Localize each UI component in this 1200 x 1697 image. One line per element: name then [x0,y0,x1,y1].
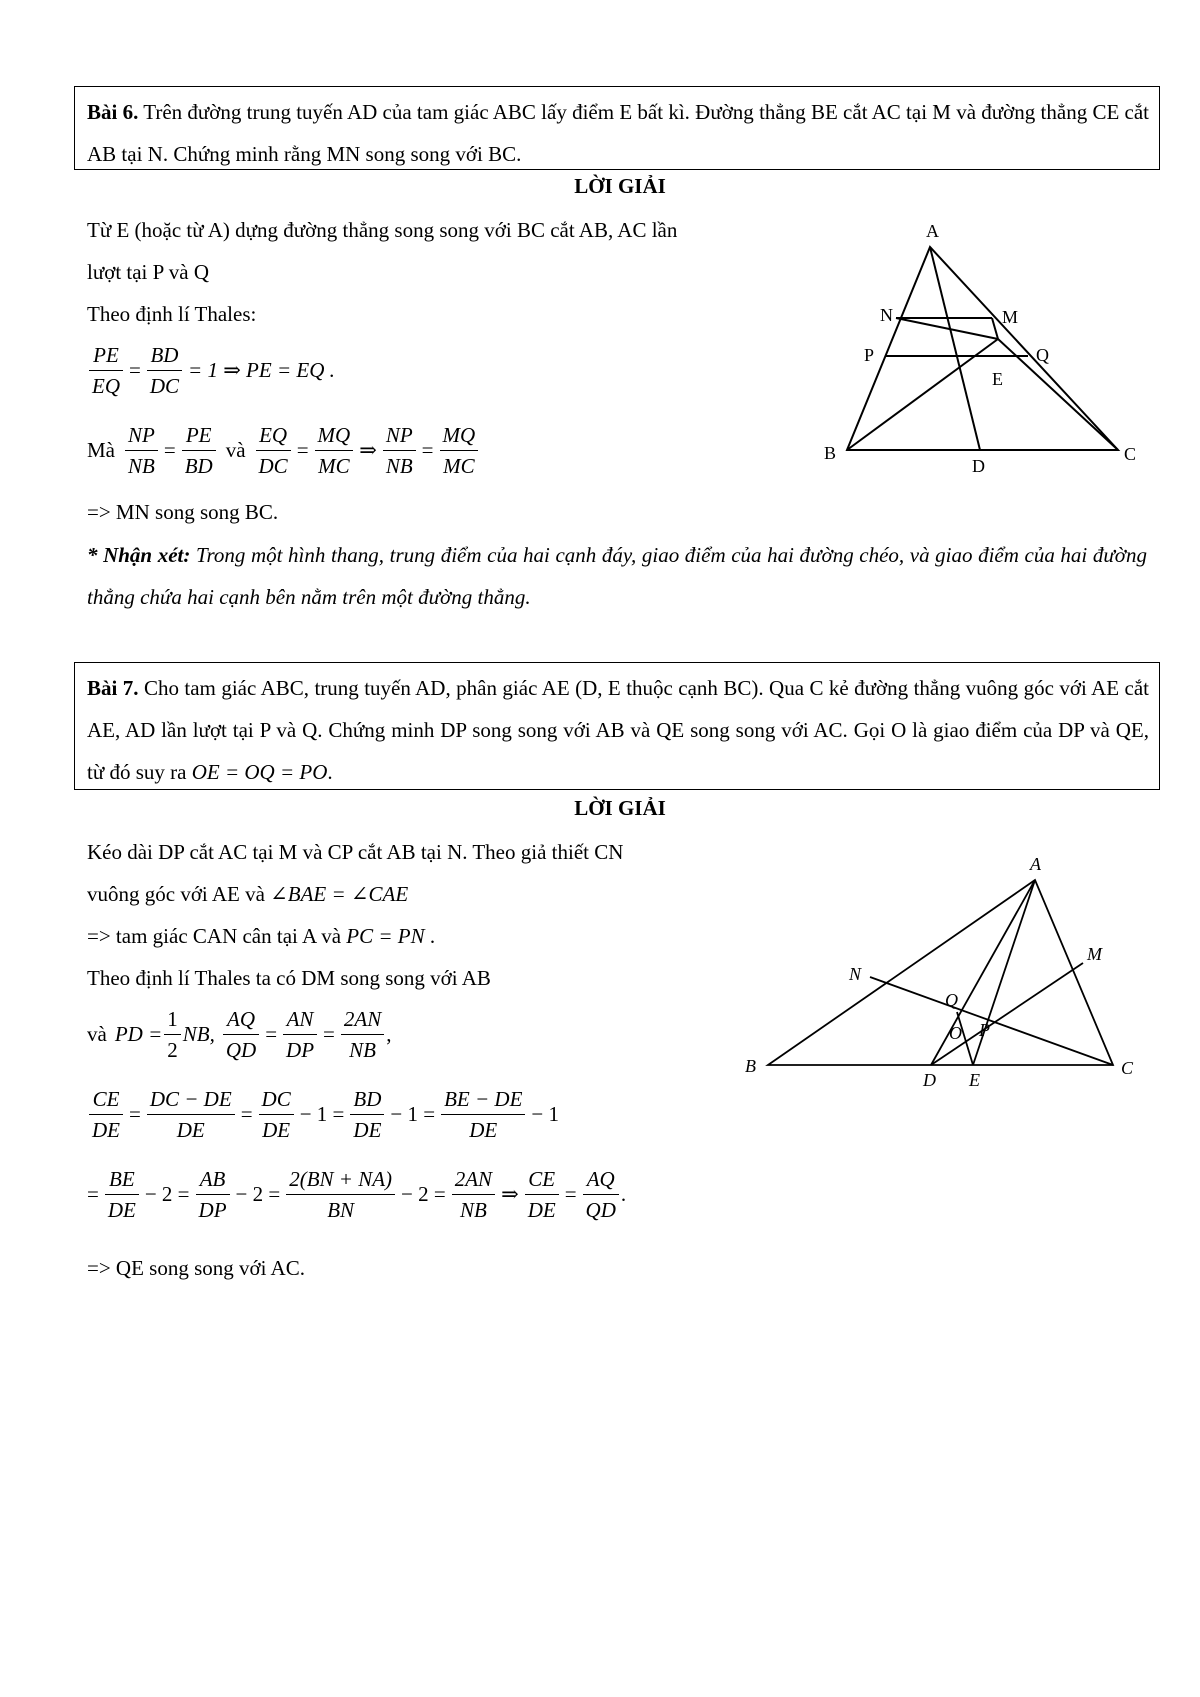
ex7-equation-1: và PD = $\frac{1}{2}$ NB, $\frac{AQ}{QD}$ = $\frac{AN}{DP}$ = $\frac{2AN}{NB}$ , [87,1004,391,1065]
ex7-conclusion: => QE song song với AC. [87,1256,305,1280]
fraction: $\frac{PE}{EQ}$ [89,340,123,401]
label-m: M [1087,944,1102,964]
ex6-remark-label: * Nhận xét: [87,543,191,567]
ex7-line-3-math: PC = PN [346,924,425,948]
ex7-eq2-op-2: − 1 = [390,1102,436,1126]
label-n: N [849,964,862,984]
ex6-remark-text: Trong một hình thang, trung điểm của hai cạnh đáy, giao điểm của hai đường chéo, và giao điểm của hai đường thẳng chứa hai cạnh bên nằm trên một đường thẳng. [87,543,1147,609]
ex7-eq1-end: , [386,1022,392,1046]
fraction: $\frac{MQ}{MC}$ [315,420,354,481]
label-d: D [972,456,985,475]
ex7-triangle-figure [745,840,1145,1100]
fraction: $\frac{BE - DE}{DE}$ [441,1084,525,1145]
ex6-equation-2: Mà $\frac{NP}{NB}$ = $\frac{PE}{BD}$ và $\frac{EQ}{DC}$ = $\frac{MQ}{MC}$ ⇒ $\frac{NP}{NB}$ = $\frac{MQ}{MC}$ [87,420,480,481]
fraction: $\frac{BD}{DE}$ [350,1084,384,1145]
fraction: $\frac{AQ}{QD}$ [223,1004,259,1065]
ex7-line-3-text: => tam giác CAN cân tại A và [87,924,347,948]
fraction: $\frac{BE}{DE}$ [105,1164,139,1225]
ex6-remark [87,534,1147,618]
fraction: $\frac{AQ}{QD}$ [583,1164,619,1225]
label-b: B [745,1056,756,1076]
exercise-6-box [74,86,1160,170]
label-b: B [824,443,837,463]
fraction: $\frac{NP}{NB}$ [383,420,416,481]
ex7-line-1: Kéo dài DP cắt AC tại M và CP cắt AB tại N. Theo giả thiết CN [87,840,624,864]
exercise-6-statement: Trên đường trung tuyến AD của tam giác ABC lấy điểm E bất kì. Đường thẳng BE cắt AC tại M và đường thẳng CE cắt AB tại N. Chứng minh rằng MN song song với BC. [87,100,1150,166]
ex6-triangle-figure [820,215,1150,475]
ex6-conclusion: => MN song song BC. [87,500,279,524]
exercise-6-title: Bài 6. [87,100,139,124]
label-a: A [1030,854,1041,874]
fraction: $\frac{BD}{DC}$ [147,340,182,401]
ex7-line-3 [87,924,435,949]
fraction: $\frac{AB}{DP}$ [196,1164,230,1225]
exercise-6-solution-heading: LỜI GIẢI [574,174,666,198]
ex7-line-2 [87,882,408,907]
ex6-line-2: lượt tại P và Q [87,260,210,284]
exercise-7-statement: Cho tam giác ABC, trung tuyến AD, phân giác AE (D, E thuộc cạnh BC). Qua C kẻ đường thẳng vuông góc với AE cắt AE, AD lần lượt tại P và Q. Chứng minh DP song song với AB và QE song song với AC. Gọi O là giao điểm của DP và QE, từ đó suy ra [87,676,1149,784]
ex6-eq2-prefix: Mà [87,438,115,462]
ex7-eq1-nb: NB, [182,1022,215,1046]
label-a: A [926,221,939,241]
label-q: Q [945,990,958,1010]
ex7-eq3-end: . [620,1182,627,1206]
ex7-eq2-op-3: − 1 [531,1102,560,1126]
label-e: E [992,369,1003,389]
fraction: $\frac{CE}{DE}$ [525,1164,559,1225]
fraction: $\frac{2AN}{NB}$ [452,1164,495,1225]
fraction: $\frac{CE}{DE}$ [89,1084,123,1145]
label-d: D [923,1070,936,1090]
ex7-eq2-op-1: − 1 = [299,1102,345,1126]
ex7-line-3-end: . [424,924,436,948]
label-c: C [1121,1058,1134,1078]
ex6-line-3: Theo định lí Thales: [87,302,257,326]
ex6-eq2-and: và [225,438,246,462]
fraction: $\frac{PE}{BD}$ [182,420,216,481]
fraction: $\frac{2AN}{NB}$ [341,1004,384,1065]
fraction: $\frac{1}{2}$ [164,1004,181,1065]
ex6-equation-1: $\frac{PE}{EQ}$ = $\frac{BD}{DC}$ = 1 ⇒ PE = EQ . [87,340,335,401]
ex6-line-1: Từ E (hoặc từ A) dựng đường thẳng song song với BC cắt AB, AC lần [87,218,678,242]
ex7-line-4: Theo định lí Thales ta có DM song song với AB [87,966,491,990]
fraction: $\frac{AN}{DP}$ [283,1004,317,1065]
label-e: E [969,1070,980,1090]
ex7-eq1-pd: PD = [114,1022,163,1046]
fraction: $\frac{2(BN + NA)}{BN}$ [286,1164,395,1225]
fraction: $\frac{DC - DE}{DE}$ [147,1084,235,1145]
ex7-eq3-op-3: − 2 = [401,1182,446,1206]
ex7-line-2-text: vuông góc với AE và [87,882,271,906]
label-p: P [864,345,875,365]
exercise-7-title: Bài 7. [87,676,139,700]
ex6-eq1-tail: = 1 ⇒ PE = EQ . [188,358,335,382]
fraction: $\frac{NP}{NB}$ [125,420,158,481]
label-p: P [979,1020,990,1040]
fraction: $\frac{EQ}{DC}$ [256,420,291,481]
exercise-7-box [74,662,1160,790]
fraction: $\frac{MQ}{MC}$ [440,420,479,481]
exercise-7-statement-end: . [327,760,333,784]
ex7-eq3-op-1: − 2 = [144,1182,190,1206]
ex7-line-2-math: ∠BAE = ∠CAE [270,882,409,906]
ex7-equation-3: = $\frac{BE}{DE}$ − 2 = $\frac{AB}{DP}$ − 2 = $\frac{2(BN + NA)}{BN}$ − 2 = $\frac{2AN}{NB}$ ⇒ $\frac{CE}{DE}$ = $\frac{AQ}{QD}$ . [87,1164,626,1225]
ex7-eq1-prefix: và [87,1022,107,1046]
fraction: $\frac{DC}{DE}$ [259,1084,294,1145]
label-c: C [1124,444,1137,464]
exercise-7-solution-heading: LỜI GIẢI [574,796,666,820]
label-q: Q [1036,345,1049,365]
exercise-7-statement-math: OE = OQ = PO [191,760,328,784]
ex7-eq3-op-2: − 2 = [235,1182,281,1206]
label-m: M [1002,307,1019,327]
label-n: N [880,305,893,325]
ex7-equation-2: $\frac{CE}{DE}$ = $\frac{DC - DE}{DE}$ = $\frac{DC}{DE}$ − 1 = $\frac{BD}{DE}$ − 1 = $\frac{BE - DE}{DE}$ − 1 [87,1084,563,1145]
label-o: O [949,1023,962,1043]
